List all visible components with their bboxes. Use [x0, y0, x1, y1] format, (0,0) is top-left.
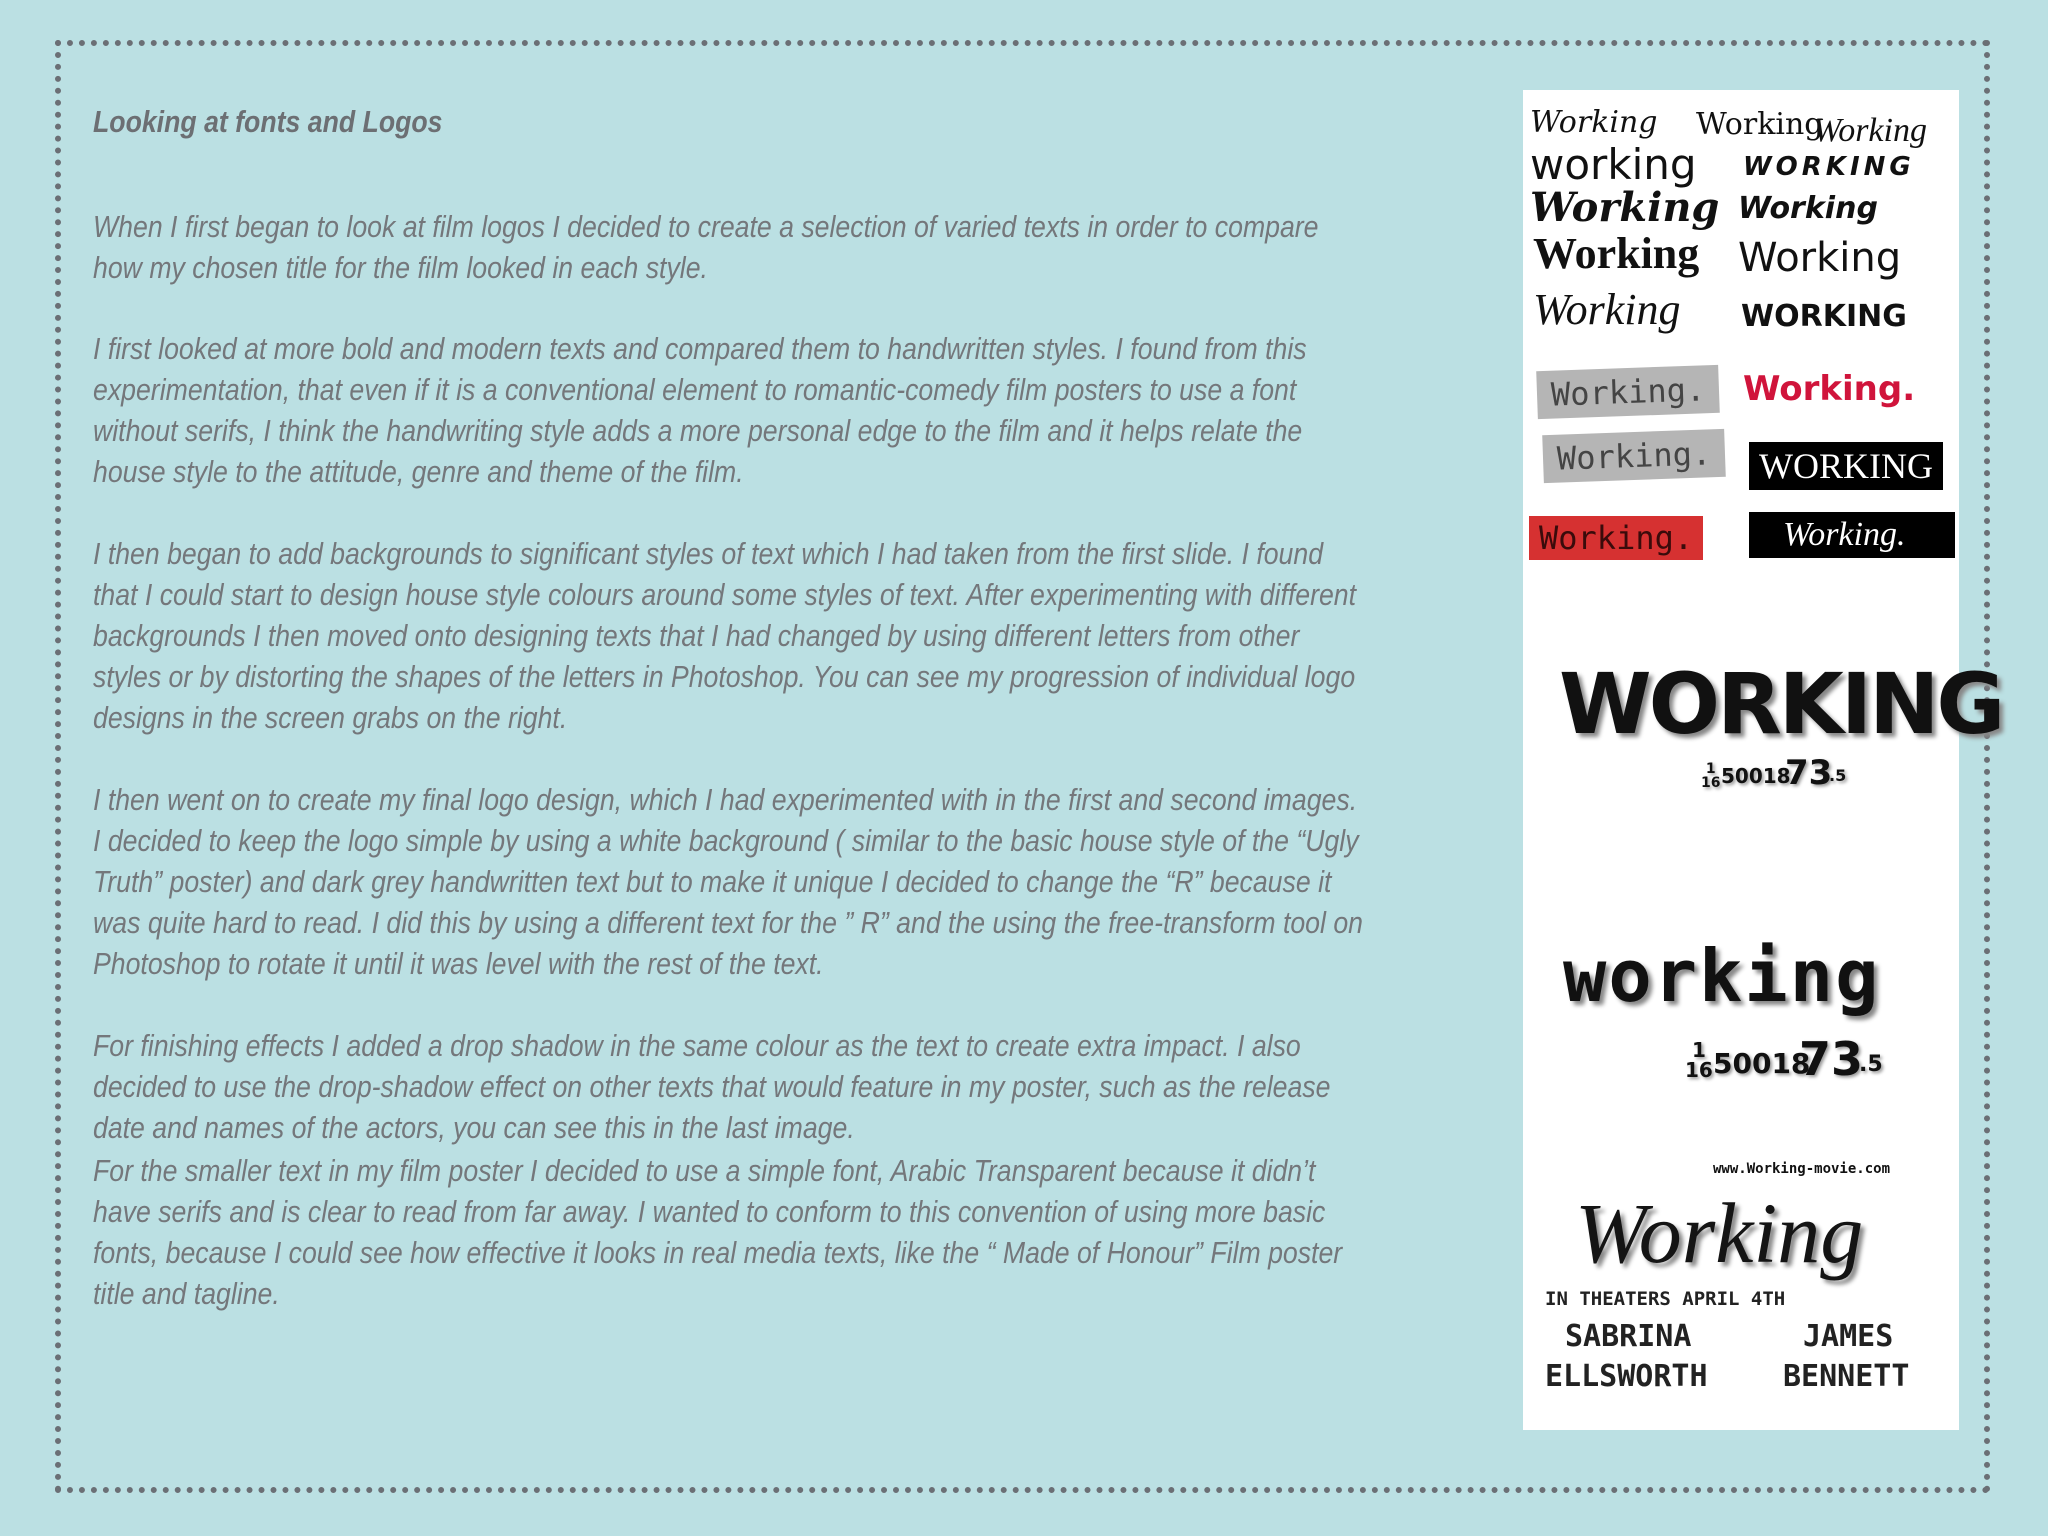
poster-title: Working — [1575, 1185, 1864, 1281]
logo-design-bold: WORKING — [1559, 655, 2003, 753]
paragraph-final-logo: I then went on to create my final logo design, which I had experimented with in the first and second images. I decided to keep the logo simple by using a white background ( similar to the basic house style of the “Ugly Truth” poster) and dark grey handwritten text but to make it unique I decided to change the “R” because it was quite hard to read. I did this by using a different text for the ” R” and the using the free-transform tool on Photoshop to rotate it until it was level with the rest of the text. — [93, 782, 1364, 981]
poster-url: www.Working-movie.com — [1713, 1161, 1891, 1177]
poster-actor-first-name: SABRINA — [1565, 1319, 1692, 1354]
logo-number-small: .5 — [1829, 766, 1847, 785]
paragraph-intro: When I first began to look at film logos I decided to create a selection of varied texts in order to compare how my chosen title for the film looked in each style. — [93, 209, 1319, 285]
paragraph-handwritten-styles: I first looked at more bold and modern texts and compared them to handwritten styles. I found from this experimentation, that even if it is a conventional element to romantic-comedy film posters to use a font without serifs, I think the handwriting style adds a more personal edge to the film and it helps relate the house style to the attitude, genre and theme of the film. — [93, 331, 1307, 489]
page-title: Looking at fonts and Logos — [93, 104, 443, 139]
poster-actor-last-name: BENNETT — [1783, 1359, 1910, 1394]
logo-number-fraction: 1 16 — [1685, 1038, 1713, 1082]
red-background-sample: Working. — [1529, 516, 1703, 560]
grey-background-sample: Working. — [1542, 429, 1726, 483]
logo-samples-panel — [1523, 90, 2003, 1430]
font-sample: Working — [1738, 191, 1878, 226]
paragraph-backgrounds: I then began to add backgrounds to significant styles of text which I had taken from the first slide. I found that I could start to design house style colours around some styles of text. After experimenting with different backgrounds I then moved onto designing texts that I had changed by using different letters from other styles or by distorting the shapes of the letters in Photoshop. You can see my progression of individual logo designs in the screen grabs on the right. — [93, 536, 1357, 735]
font-sample: Working — [1738, 235, 1902, 281]
poster-actor-last-name: ELLSWORTH — [1545, 1359, 1708, 1394]
font-sample: WORKING — [1743, 152, 1915, 182]
logo-number-small: .5 — [1859, 1052, 1883, 1077]
font-sample: WORKING — [1741, 299, 1907, 334]
logo-number-big: 73 — [1799, 1032, 1864, 1086]
paragraph-small-text: For the smaller text in my film poster I decided to use a simple font, Arabic Transparent because it didn’t have serifs and is clear to read from far away. I wanted to conform to this convention of using more basic fonts, because I could see how effective it looks in real media texts, like the “ Made of Honour” Film poster title and tagline. — [93, 1153, 1343, 1311]
font-sample: Working — [1533, 285, 1681, 334]
font-sample: Working — [1530, 105, 1658, 140]
font-sample: working — [1530, 140, 1697, 189]
grey-background-sample: Working. — [1536, 365, 1720, 419]
logo-design-typewriter: working — [1563, 934, 1881, 1018]
logo-number-big: 73 — [1785, 753, 1833, 793]
logo-number-mid: 50018 — [1721, 764, 1791, 788]
body-text — [93, 206, 1366, 1314]
font-sample: Working — [1813, 112, 1927, 149]
paragraph-drop-shadow: For finishing effects I added a drop shadow in the same colour as the text to create extra impact. I also decided to use the drop-shadow effect on other texts that would feature in my poster, such as the release date and names of the actors, you can see this in the last image. — [93, 1028, 1331, 1145]
font-sample: Working — [1530, 184, 1720, 231]
logo-number-mid: 50018 — [1713, 1047, 1811, 1080]
poster-actor-first-name: JAMES — [1803, 1319, 1894, 1354]
font-sample: Working — [1533, 229, 1700, 278]
black-background-sample: WORKING — [1749, 442, 1943, 490]
poster-release-date: IN THEATERS APRIL 4TH — [1545, 1288, 1786, 1310]
font-sample: Working — [1696, 107, 1824, 142]
logo-number-fraction: 1 16 — [1701, 761, 1721, 791]
black-background-sample: Working. — [1749, 512, 1955, 558]
red-text-sample: Working. — [1743, 369, 1916, 409]
